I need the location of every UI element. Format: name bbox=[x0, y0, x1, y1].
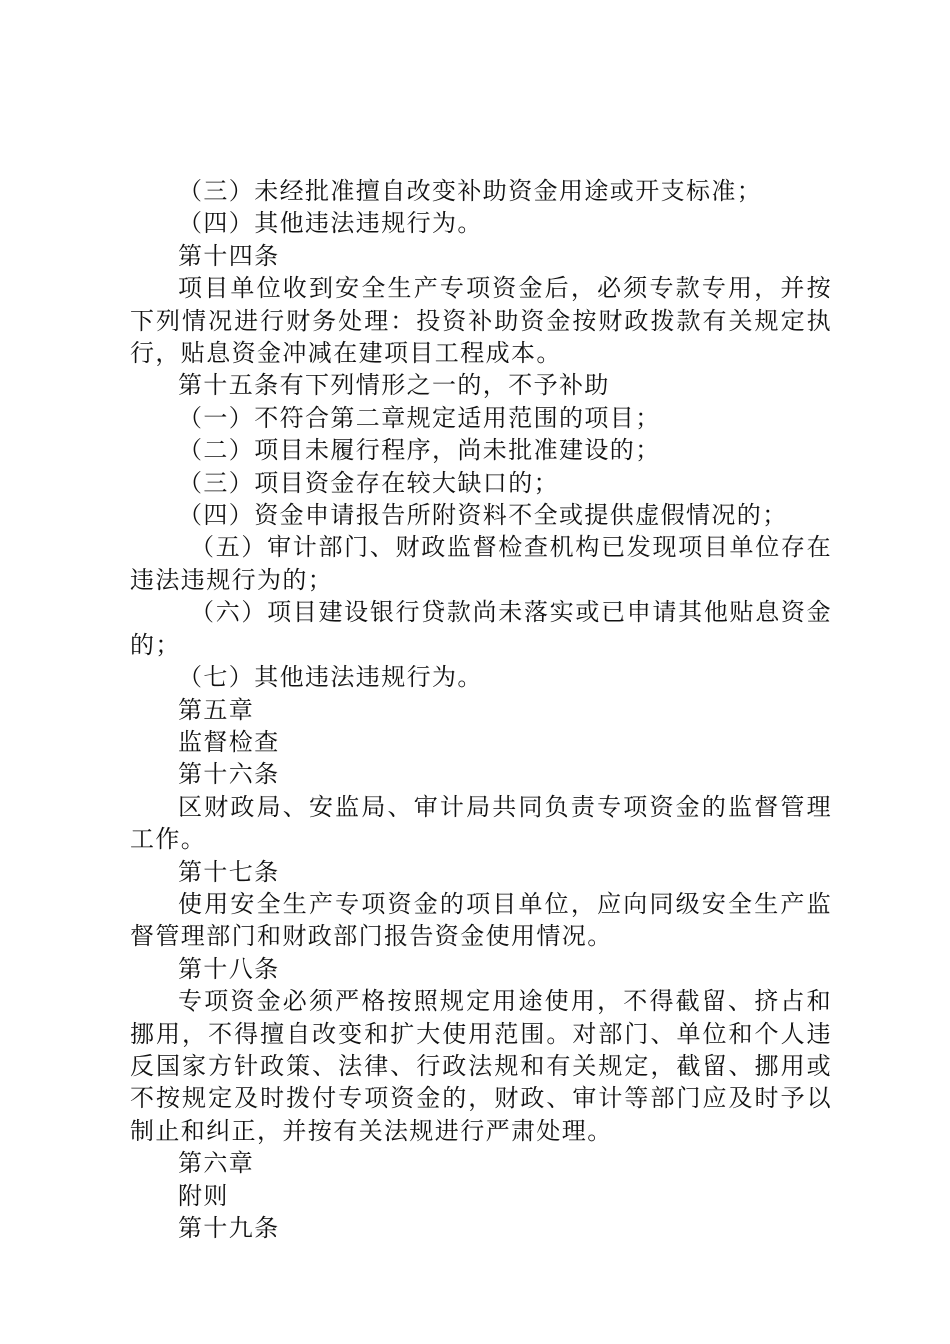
article-19-heading: 第十九条 bbox=[178, 1214, 280, 1242]
article-15-item-6: （六）项目建设银行贷款尚未落实或已申请其他贴息资金的； bbox=[130, 598, 832, 659]
article-15-item-5: （五）审计部门、财政监督检查机构已发现项目单位存在违法违规行为的； bbox=[130, 533, 832, 594]
article-15-item-7: （七）其他违法违规行为。 bbox=[178, 663, 483, 692]
article-15-item-4: （四）资金申请报告所附资料不全或提供虚假情况的； bbox=[178, 501, 788, 530]
article-17-body: 使用安全生产专项资金的项目单位，应向同级安全生产监督管理部门和财政部门报告资金使用情况。 bbox=[130, 889, 832, 951]
chapter-5-heading: 第五章 bbox=[178, 695, 255, 724]
chapter-6-heading: 第六章 bbox=[178, 1149, 255, 1178]
article-15-item-1: （一）不符合第二章规定适用范围的项目； bbox=[178, 403, 661, 432]
chapter-5-title: 监督检查 bbox=[178, 727, 280, 756]
article-17-heading: 第十七条 bbox=[178, 857, 280, 886]
article-18-body: 专项资金必须严格按照规定用途使用，不得截留、挤占和挪用，不得擅自改变和扩大使用范围。对部门、单位和个人违反国家方针政策、法律、行政法规和有关规定，截留、挪用或不按规定及时拨付专项资金的，财政、审计等部门应及时予以制止和纠正，并按有关法规进行严肃处理。 bbox=[130, 987, 832, 1145]
chapter-6-title: 附则 bbox=[178, 1181, 229, 1210]
article-14-body: 项目单位收到安全生产专项资金后，必须专款专用，并按下列情况进行财务处理：投资补助资金按财政拨款有关规定执行，贴息资金冲减在建项目工程成本。 bbox=[130, 274, 832, 368]
paragraph-item-4: （四）其他违法违规行为。 bbox=[178, 209, 483, 238]
article-15-heading: 第十五条有下列情形之一的，不予补助 bbox=[178, 371, 610, 400]
article-15-item-2: （二）项目未履行程序，尚未批准建设的； bbox=[178, 436, 661, 465]
article-16-body: 区财政局、安监局、审计局共同负责专项资金的监督管理工作。 bbox=[130, 792, 832, 854]
article-15-item-3: （三）项目资金存在较大缺口的； bbox=[178, 468, 559, 497]
article-14-heading: 第十四条 bbox=[178, 241, 280, 270]
article-16-heading: 第十六条 bbox=[178, 760, 280, 789]
article-18-heading: 第十八条 bbox=[178, 954, 280, 983]
document-body bbox=[130, 175, 832, 1244]
paragraph-item-3: （三）未经批准擅自改变补助资金用途或开支标准； bbox=[178, 177, 763, 205]
